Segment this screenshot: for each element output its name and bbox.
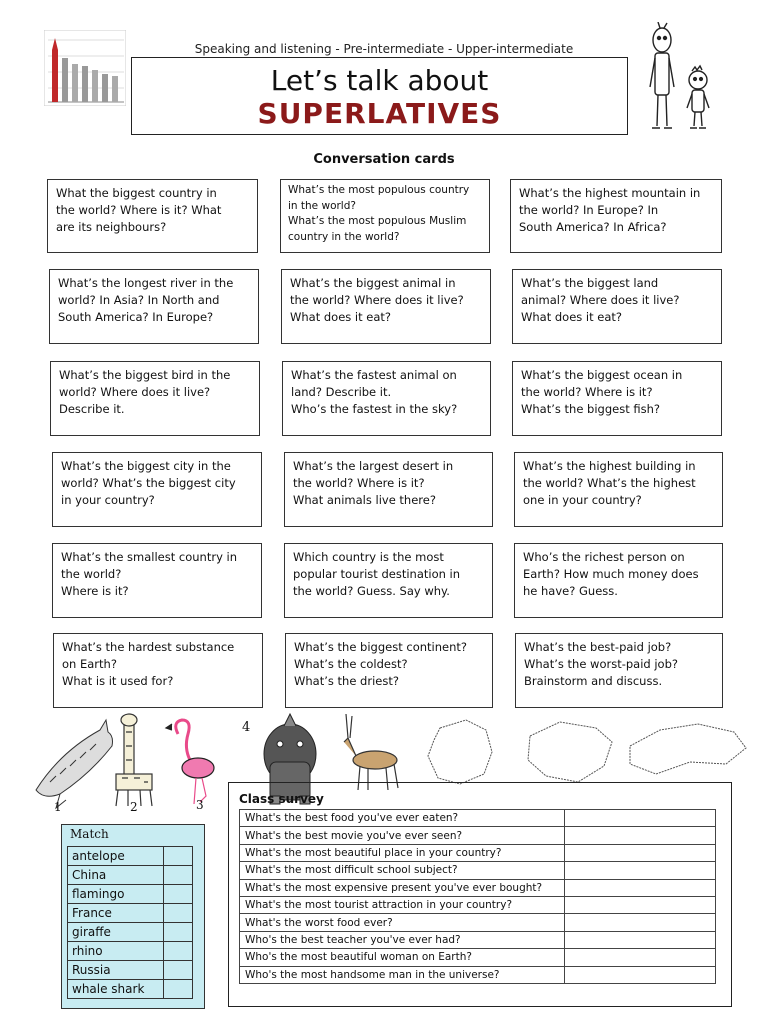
card-text-line: world? Where does it live?	[59, 385, 211, 399]
card-text-line: What’s the biggest fish?	[521, 402, 660, 416]
survey-row	[240, 896, 716, 913]
survey-answer-cell[interactable]	[565, 931, 716, 948]
conversation-card	[47, 179, 258, 253]
card-text-line: one in your country?	[523, 493, 642, 507]
card-text-line: Where is it?	[61, 584, 129, 598]
conversation-card	[280, 179, 490, 253]
tall-short-figures-illustration	[640, 22, 720, 134]
card-text-line: Who’s the richest person on	[523, 550, 685, 564]
title-line-1: Let’s talk about	[270, 64, 489, 97]
card-text-line: What’s the most populous Muslim	[288, 215, 467, 227]
card-text-line: Describe it.	[59, 402, 125, 416]
survey-table	[239, 809, 716, 984]
survey-question: What's the most beautiful place in your country?	[240, 844, 565, 861]
card-text-line: the world?	[61, 567, 122, 581]
survey-answer-cell[interactable]	[565, 914, 716, 931]
survey-answer-cell[interactable]	[565, 844, 716, 861]
match-row	[68, 923, 193, 942]
survey-row	[240, 844, 716, 861]
conversation-card	[510, 179, 722, 253]
card-text-line: on Earth?	[62, 657, 117, 671]
survey-answer-cell[interactable]	[565, 862, 716, 879]
survey-answer-cell[interactable]	[565, 966, 716, 983]
conversation-card	[515, 633, 723, 708]
match-table	[67, 846, 193, 999]
match-item: giraffe	[68, 923, 164, 942]
card-text-line: What’s the fastest animal on	[291, 368, 457, 382]
card-text-line: the world? Where is it?	[521, 385, 653, 399]
conversation-card	[514, 543, 723, 618]
china-map-outline	[528, 722, 612, 782]
match-item: France	[68, 904, 164, 923]
conversation-card	[53, 633, 263, 708]
conversation-card	[281, 269, 491, 344]
class-survey-box	[228, 782, 732, 1007]
survey-question: What's the most expensive present you've ever bought?	[240, 879, 565, 896]
survey-question: Who's the most handsome man in the universe?	[240, 966, 565, 983]
giraffe-picture	[116, 714, 152, 806]
match-row	[68, 980, 193, 999]
card-text-line: What’s the longest river in the	[58, 276, 234, 290]
match-answer-box[interactable]	[164, 885, 193, 904]
card-text-line: What’s the biggest bird in the	[59, 368, 231, 382]
picture-number: 1	[54, 800, 62, 814]
conversation-card	[284, 543, 493, 618]
subtitle: Speaking and listening - Pre-intermediate - Upper-intermediate	[194, 42, 574, 56]
match-answer-box[interactable]	[164, 847, 193, 866]
match-item: Russia	[68, 961, 164, 980]
card-text-line: What’s the worst-paid job?	[524, 657, 678, 671]
card-text-line: What’s the coldest?	[294, 657, 408, 671]
conversation-card	[52, 543, 262, 618]
survey-row	[240, 862, 716, 879]
card-text-line: What’s the largest desert in	[293, 459, 454, 473]
match-item: flamingo	[68, 885, 164, 904]
card-text-line: What’s the biggest land	[521, 276, 659, 290]
match-box	[61, 824, 205, 1009]
match-row	[68, 847, 193, 866]
survey-answer-cell[interactable]	[565, 879, 716, 896]
card-text-line: in your country?	[61, 493, 155, 507]
card-text-line: What’s the biggest continent?	[294, 640, 467, 654]
match-answer-box[interactable]	[164, 904, 193, 923]
card-text-line: Brainstorm and discuss.	[524, 674, 663, 688]
card-text-line: popular tourist destination in	[293, 567, 461, 581]
survey-row	[240, 949, 716, 966]
card-text-line: the world? In Europe? In	[519, 203, 659, 217]
survey-question: What's the best movie you've ever seen?	[240, 827, 565, 844]
survey-row	[240, 931, 716, 948]
match-row	[68, 885, 193, 904]
card-text-line: the world? What’s the highest	[523, 476, 696, 490]
match-answer-box[interactable]	[164, 923, 193, 942]
match-answer-box[interactable]	[164, 980, 193, 999]
antelope-picture	[344, 714, 398, 790]
survey-row	[240, 810, 716, 827]
survey-answer-cell[interactable]	[565, 896, 716, 913]
card-text-line: What does it eat?	[290, 310, 392, 324]
section-title: Conversation cards	[313, 152, 455, 167]
match-heading: Match	[70, 827, 109, 841]
survey-row	[240, 827, 716, 844]
survey-answer-cell[interactable]	[565, 810, 716, 827]
match-item: China	[68, 866, 164, 885]
match-item: rhino	[68, 942, 164, 961]
conversation-card	[512, 269, 722, 344]
survey-question: What's the most difficult school subject?	[240, 862, 565, 879]
match-row	[68, 942, 193, 961]
card-text-line: What’s the highest building in	[523, 459, 696, 473]
conversation-card	[284, 452, 493, 527]
card-text-line: world? What’s the biggest city	[61, 476, 236, 490]
survey-heading: Class survey	[239, 792, 324, 806]
card-text-line: What’s the best-paid job?	[524, 640, 672, 654]
survey-row	[240, 879, 716, 896]
picture-number: 2	[130, 800, 138, 814]
card-text-line: What’s the most populous country	[288, 184, 470, 196]
card-text-line: Who’s the fastest in the sky?	[291, 402, 458, 416]
survey-question: What's the best food you've ever eaten?	[240, 810, 565, 827]
survey-question: What's the worst food ever?	[240, 914, 565, 931]
match-item: whale shark	[68, 980, 164, 999]
card-text-line: he have? Guess.	[523, 584, 618, 598]
card-text-line: country in the world?	[288, 230, 400, 243]
title-line-2: SUPERLATIVES	[257, 97, 502, 130]
card-text-line: What’s the biggest animal in	[290, 276, 456, 290]
card-text-line: the world? Where is it? What	[56, 203, 222, 217]
conversation-card	[512, 361, 722, 436]
title-box	[131, 57, 628, 135]
conversation-card	[285, 633, 493, 708]
match-answer-box[interactable]	[164, 961, 193, 980]
card-text-line: the world? Where is it?	[293, 476, 425, 490]
card-text-line: world? In Asia? In North and	[58, 293, 220, 307]
card-text-line: animal? Where does it live?	[521, 293, 680, 307]
match-row	[68, 866, 193, 885]
survey-question: Who's the most beautiful woman on Earth?	[240, 949, 565, 966]
card-text-line: South America? In Europe?	[58, 310, 214, 324]
survey-answer-cell[interactable]	[565, 949, 716, 966]
card-text-line: in the world?	[288, 199, 356, 212]
card-text-line: are its neighbours?	[56, 220, 167, 234]
match-answer-box[interactable]	[164, 942, 193, 961]
picture-number: 4	[242, 720, 251, 735]
flamingo-picture	[166, 720, 214, 804]
survey-row	[240, 966, 716, 983]
card-text-line: What’s the biggest city in the	[61, 459, 231, 473]
survey-answer-cell[interactable]	[565, 827, 716, 844]
card-text-line: South America? In Africa?	[519, 220, 667, 234]
card-text-line: the world? Where does it live?	[290, 293, 464, 307]
card-text-line: What’s the highest mountain in	[519, 186, 701, 200]
card-text-line: land? Describe it.	[291, 385, 392, 399]
france-map-outline	[428, 720, 492, 784]
conversation-card	[50, 361, 260, 436]
survey-question: What's the most tourist attraction in your country?	[240, 896, 565, 913]
picture-number: 3	[196, 798, 204, 812]
card-text-line: What’s the hardest substance	[62, 640, 235, 654]
card-text-line: What the biggest country in	[56, 186, 217, 200]
card-text-line: What animals live there?	[293, 493, 436, 507]
card-text-line: What’s the driest?	[294, 674, 399, 688]
conversation-card	[282, 361, 491, 436]
card-text-line: What’s the biggest ocean in	[521, 368, 683, 382]
survey-question: Who's the best teacher you've ever had?	[240, 931, 565, 948]
match-row	[68, 961, 193, 980]
card-text-line: Earth? How much money does	[523, 567, 699, 581]
card-text-line: What’s the smallest country in	[61, 550, 238, 564]
russia-map-outline	[630, 724, 746, 774]
match-answer-box[interactable]	[164, 866, 193, 885]
card-text-line: Which country is the most	[293, 550, 444, 564]
card-text-line: What is it used for?	[62, 674, 174, 688]
conversation-card	[49, 269, 259, 344]
survey-row	[240, 914, 716, 931]
conversation-card	[52, 452, 262, 527]
whale-shark-picture	[36, 720, 113, 808]
match-row	[68, 904, 193, 923]
conversation-card	[514, 452, 723, 527]
card-text-line: What does it eat?	[521, 310, 623, 324]
match-item: antelope	[68, 847, 164, 866]
card-text-line: the world? Guess. Say why.	[293, 584, 450, 598]
